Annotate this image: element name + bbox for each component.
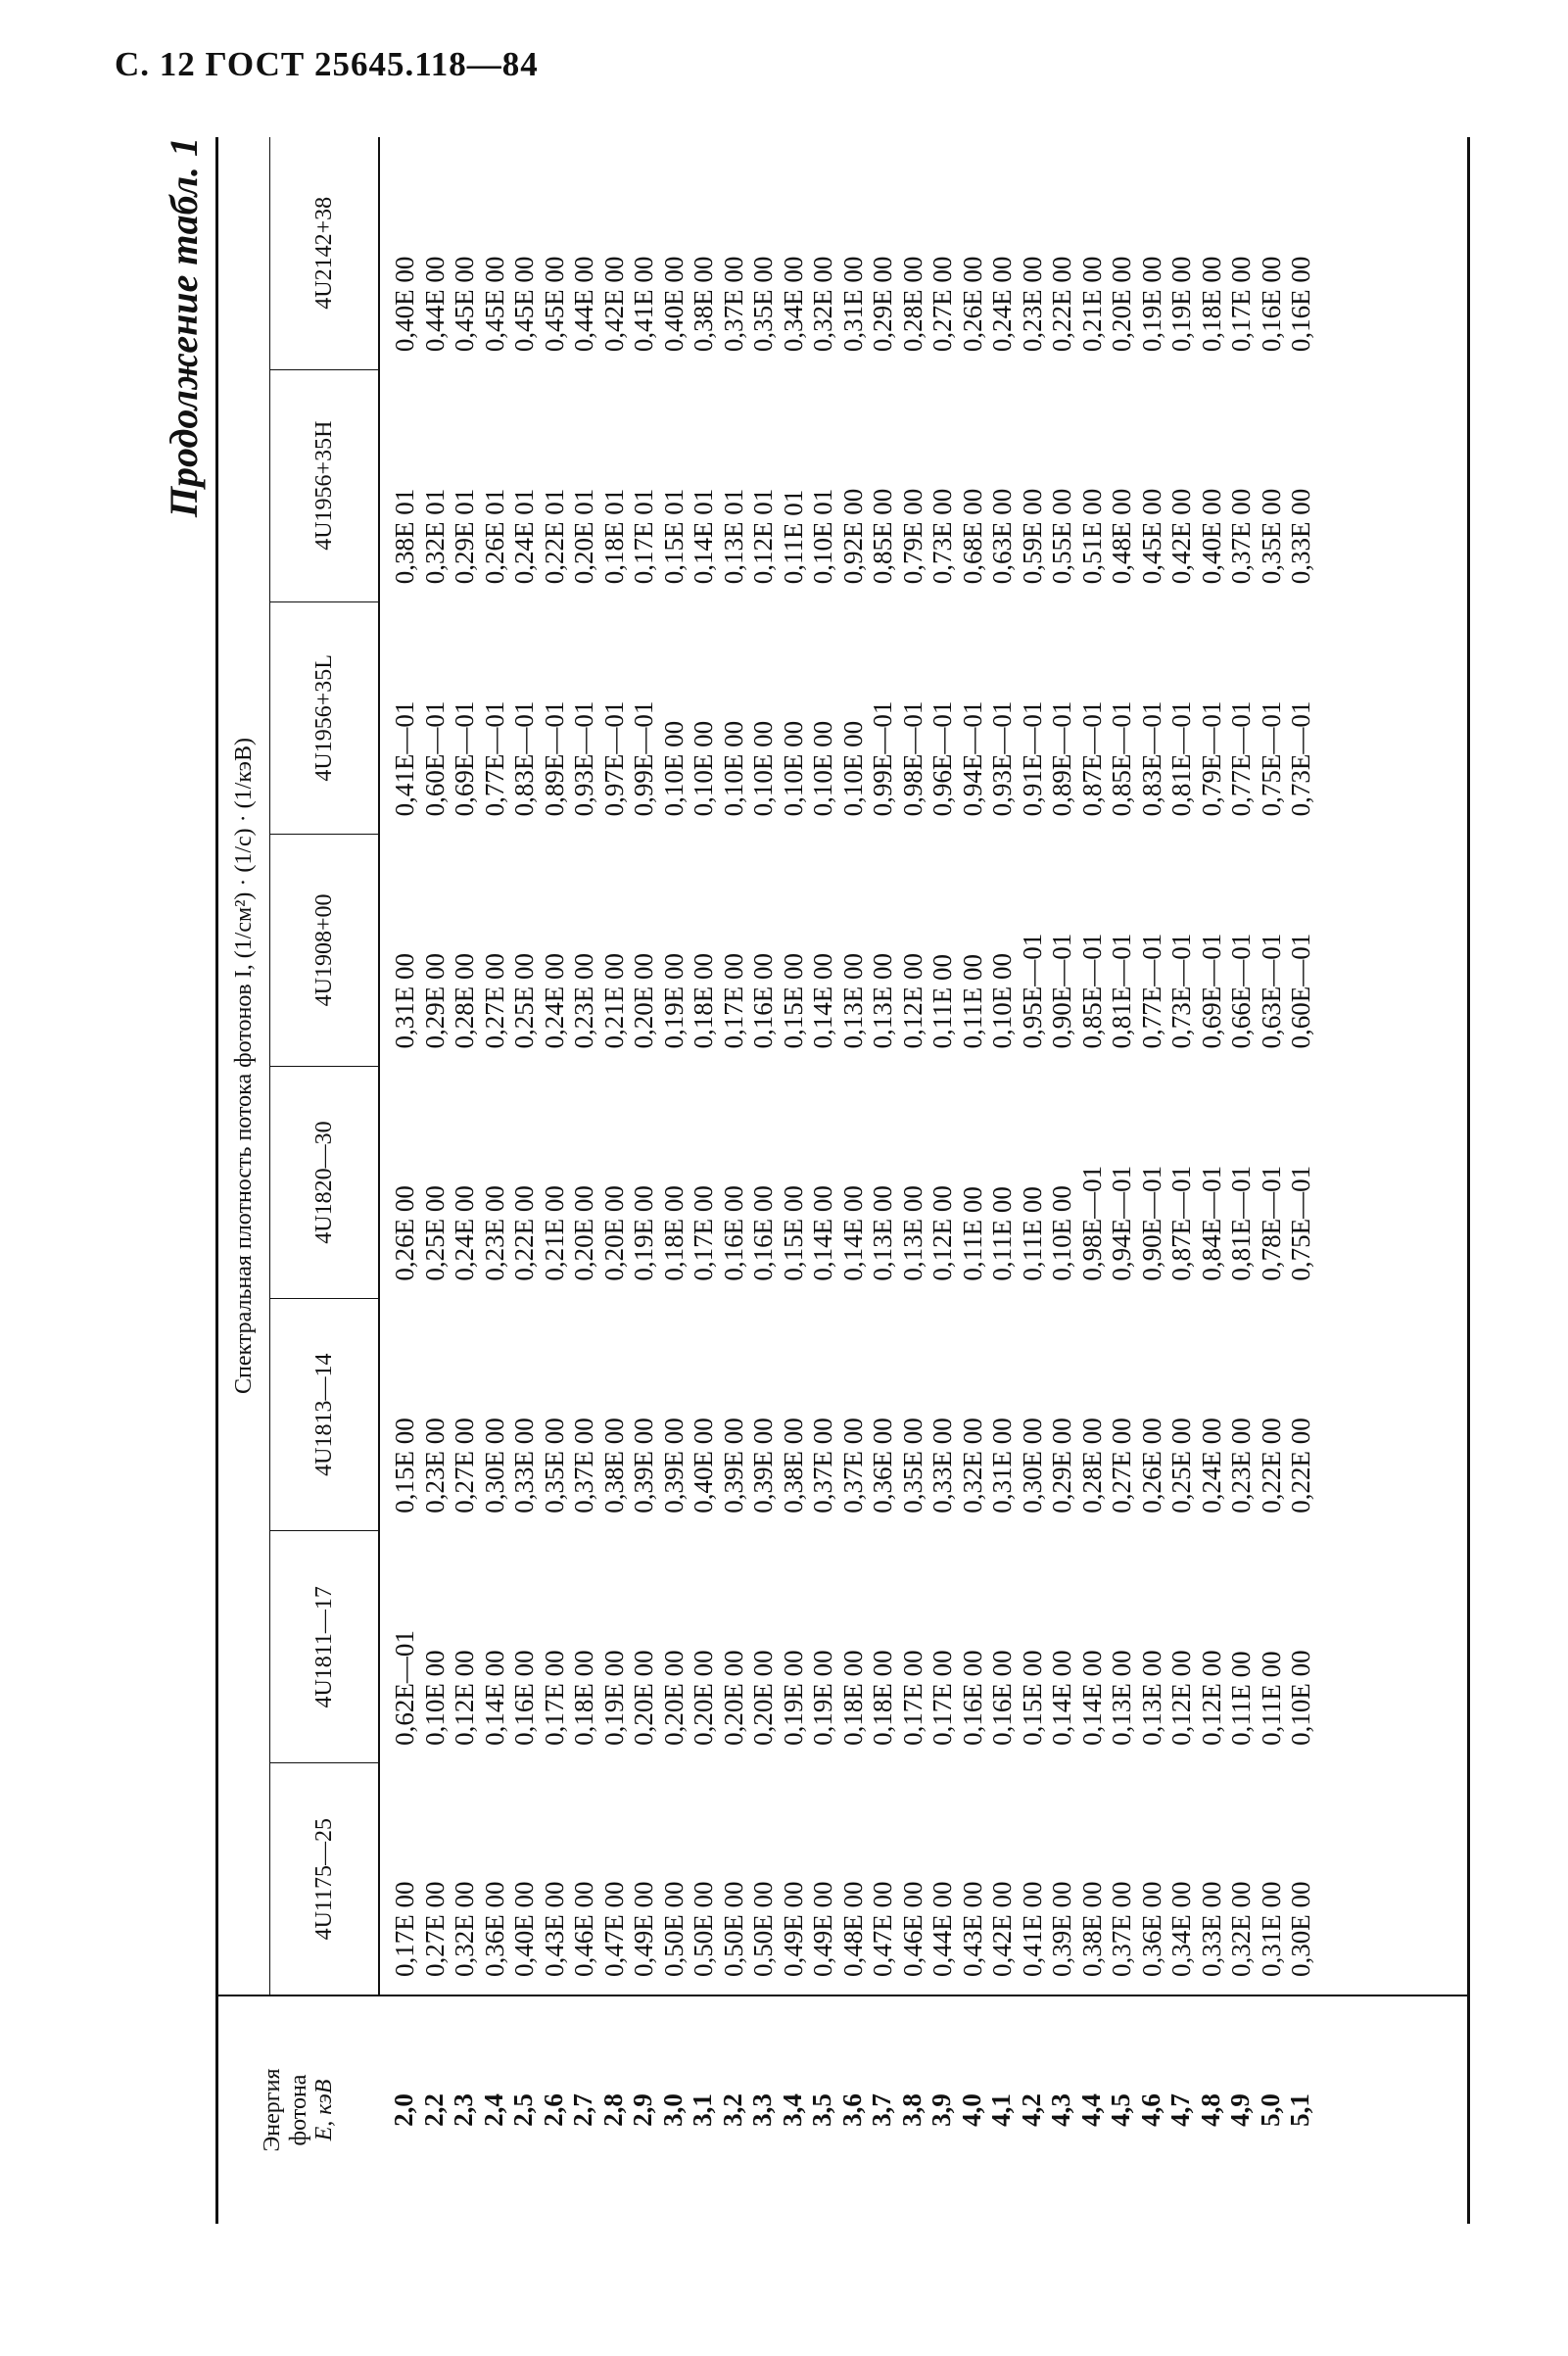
source-header-4u1813-14: 4U1813—14: [270, 1299, 380, 1531]
energy-column-header: [217, 1995, 380, 2224]
column-values-4u1811-17: 0,62E—01 0,10E 00 0,12E 00 0,14E 00 0,16E 00 0,17E 00 0,18E 00 0,19E 00 0,20E 00 0,20E 00 0,20E 00 0,20E 00 0,20E 00 0,19E 00 0,19E 00 0,18E 00 0,18E 00 0,17E 00 0,17E 00 0,16E 00 0,16E 00 0,15E 00 0,14E 00 0,14E 00 0,13E 00 0,13E 00 0,12E 00 0,12E 00 0,11E 00 0,11E 00 0,10E 00: [390, 1630, 1315, 1746]
photon-flux-table: [215, 137, 1470, 2224]
table-data-row: [379, 137, 1469, 2224]
column-values-4u1175-25: 0,17E 00 0,27E 00 0,32E 00 0,36E 00 0,40E 00 0,43E 00 0,46E 00 0,47E 00 0,49E 00 0,50E 00 0,50E 00 0,50E 00 0,50E 00 0,49E 00 0,49E 00 0,48E 00 0,47E 00 0,46E 00 0,44E 00 0,43E 00 0,42E 00 0,41E 00 0,39E 00 0,38E 00 0,37E 00 0,36E 00 0,34E 00 0,33E 00 0,32E 00 0,31E 00 0,30E 00: [390, 1881, 1315, 1977]
column-values-4u1820-30: 0,26E 00 0,25E 00 0,24E 00 0,23E 00 0,22E 00 0,21E 00 0,20E 00 0,20E 00 0,19E 00 0,18E 00 0,17E 00 0,16E 00 0,16E 00 0,15E 00 0,14E 00 0,14E 00 0,13E 00 0,13E 00 0,12E 00 0,11E 00 0,11E 00 0,11E 00 0,10E 00 0,98E—01 0,94E—01 0,90E—01 0,87E—01 0,84E—01 0,81E—01 0,78E—01 0,75E—01: [390, 1165, 1315, 1281]
column-values-4u2142-38: 0,40E 00 0,44E 00 0,45E 00 0,45E 00 0,45E 00 0,45E 00 0,44E 00 0,42E 00 0,41E 00 0,40E 00 0,38E 00 0,37E 00 0,35E 00 0,34E 00 0,32E 00 0,31E 00 0,29E 00 0,28E 00 0,27E 00 0,26E 00 0,24E 00 0,23E 00 0,22E 00 0,21E 00 0,20E 00 0,19E 00 0,19E 00 0,18E 00 0,17E 00 0,16E 00 0,16E 00: [390, 256, 1315, 353]
source-header-4u1956-35l: 4U1956+35L: [270, 601, 380, 834]
energy-values-cell: 2,0 2,2 2,3 2,4 2,5 2,6 2,7 2,8 2,9 3,0 3,1 3,2 3,3 3,4 3,5 3,6 3,7 3,8 3,9 4,0 4,1 4,2 4,3 4,4 4,5 4,6 4,7 4,8 4,9 5,0 5,1: [379, 1995, 1469, 2224]
column-values-4u1908-00: 0,31E 00 0,29E 00 0,28E 00 0,27E 00 0,25E 00 0,24E 00 0,23E 00 0,21E 00 0,20E 00 0,19E 00 0,18E 00 0,17E 00 0,16E 00 0,15E 00 0,14E 00 0,13E 00 0,13E 00 0,12E 00 0,11E 00 0,11E 00 0,10E 00 0,95E—01 0,90E—01 0,85E—01 0,81E—01 0,77E—01 0,73E—01 0,69E—01 0,66E—01 0,63E—01 0,60E—01: [390, 933, 1315, 1049]
source-header-4u1908-00: 4U1908+00: [270, 834, 380, 1066]
flux-group-header: Спектральная плотность потока фотонов I, (1/см²) · (1/с) · (1/кэВ): [217, 137, 270, 1995]
source-header-4u1811-17: 4U1811—17: [270, 1531, 380, 1763]
source-header-4u1820-30: 4U1820—30: [270, 1067, 380, 1299]
energy-header-line-3: E, кэВ: [311, 2079, 338, 2141]
page-header: С. 12 ГОСТ 25645.118—84: [115, 45, 539, 83]
energy-header-line-2: фотона: [285, 2074, 311, 2146]
table-continuation-label: Продолжение табл. 1: [162, 137, 206, 518]
rotated-table-block: [157, 137, 1459, 2224]
source-header-4u1956-35h: 4U1956+35H: [270, 369, 380, 601]
energy-header-line-1: Энергия: [260, 2068, 286, 2152]
column-values-4u1956-35l: 0,41E—01 0,60E—01 0,69E—01 0,77E—01 0,83E—01 0,89E—01 0,93E—01 0,97E—01 0,99E—01 0,10E 00 0,10E 00 0,10E 00 0,10E 00 0,10E 00 0,10E 00 0,10E 00 0,99E—01 0,98E—01 0,96E—01 0,94E—01 0,93E—01 0,91E—01 0,89E—01 0,87E—01 0,85E—01 0,83E—01 0,81E—01 0,79E—01 0,77E—01 0,75E—01 0,73E—01: [390, 700, 1315, 817]
column-values-4u1813-14: 0,15E 00 0,23E 00 0,27E 00 0,30E 00 0,33E 00 0,35E 00 0,37E 00 0,38E 00 0,39E 00 0,39E 00 0,40E 00 0,39E 00 0,39E 00 0,38E 00 0,37E 00 0,37E 00 0,36E 00 0,35E 00 0,33E 00 0,32E 00 0,31E 00 0,30E 00 0,29E 00 0,28E 00 0,27E 00 0,26E 00 0,25E 00 0,24E 00 0,23E 00 0,22E 00 0,22E 00: [390, 1418, 1315, 1514]
source-header-4u1175-25: 4U1175—25: [270, 1763, 380, 1995]
source-header-4u2142-38: 4U2142+38: [270, 137, 380, 369]
column-values-4u1956-35h: 0,38E 01 0,32E 01 0,29E 01 0,26E 01 0,24E 01 0,22E 01 0,20E 01 0,18E 01 0,17E 01 0,15E 01 0,14E 01 0,13E 01 0,12E 01 0,11E 01 0,10E 01 0,92E 00 0,85E 00 0,79E 00 0,73E 00 0,68E 00 0,63E 00 0,59E 00 0,55E 00 0,51E 00 0,48E 00 0,45E 00 0,42E 00 0,40E 00 0,37E 00 0,35E 00 0,33E 00: [390, 488, 1315, 585]
